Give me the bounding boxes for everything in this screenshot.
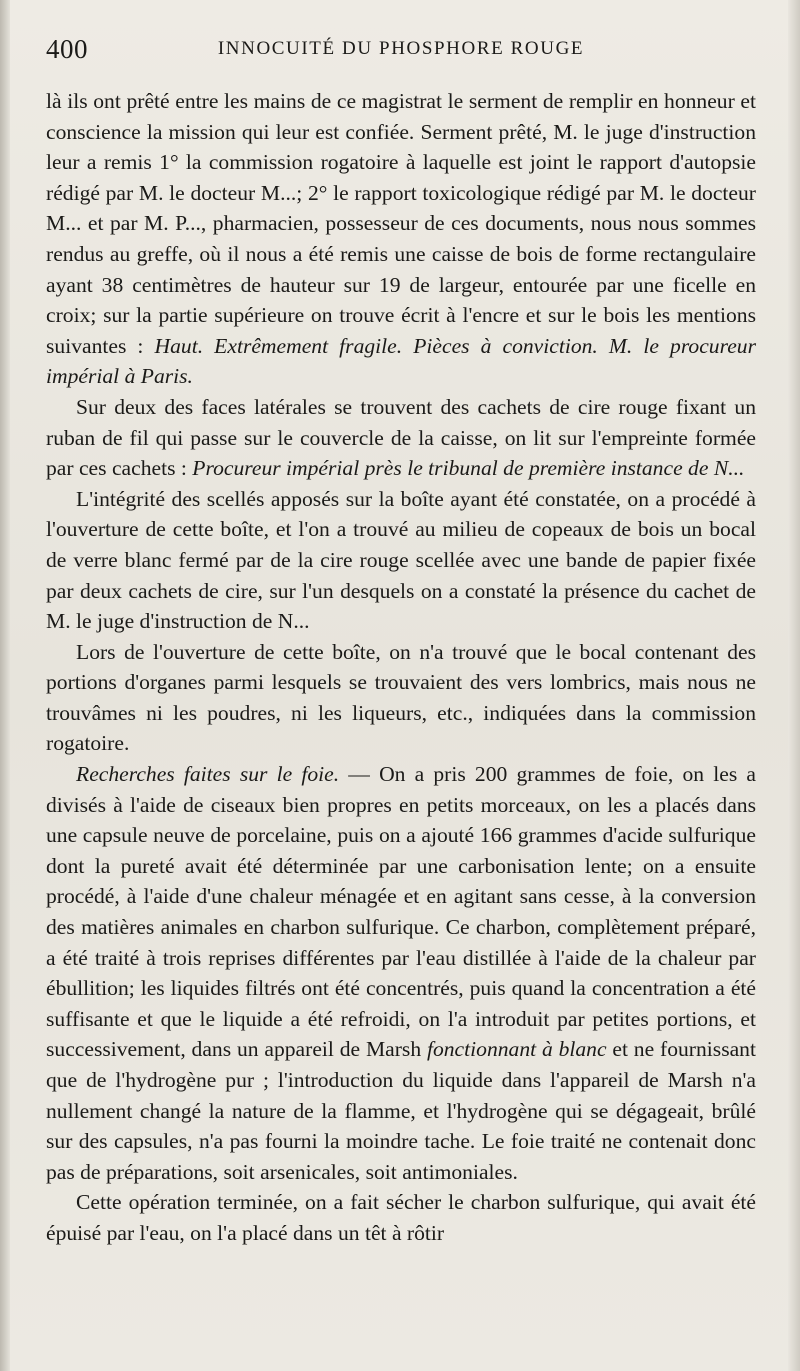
page-right-edge-shadow [788, 0, 800, 1371]
paragraph [46, 86, 756, 392]
italic-text-run: fonctionnant à blanc [426, 1037, 607, 1062]
page-header [46, 34, 756, 86]
running-title: INNOCUITÉ DU PHOSPHORE ROUGE [217, 38, 585, 59]
text-run: et ne fournissant que de l'hydrogène pur ; l'introduction du liquide dans l'appareil de Marsh n'a nullement changé la nature de la flamme, et l'hydrogène qui se dégageait, brûlé sur des capsules, n'a pas fourni la moindre tache. Le foie traité ne contenait donc pas de préparations, soit arsenicales, soit antimoniales. [46, 1037, 756, 1184]
text-run: Sur deux des faces latérales se trouvent des cachets de cire rouge fixant un ruban de fil qui passe sur le couvercle de la caisse, on lit sur l'empreinte formée par ces cachets : [46, 394, 756, 481]
paragraph [46, 392, 756, 484]
italic-text-run: Haut. Extrêmement fragile. Pièces à conviction. M. le procureur impérial à Paris. [46, 333, 756, 389]
paragraph [46, 484, 756, 637]
text-run: Cette opération terminée, on a fait sécher le charbon sulfurique, qui avait été épuisé par l'eau, on l'a placé dans un têt à rôtir [46, 1190, 756, 1245]
italic-text-run: Procureur impérial près le tribunal de première instance de N... [192, 456, 745, 481]
body-text [46, 86, 756, 1249]
text-run: — On a pris 200 grammes de foie, on les a divisés à l'aide de ciseaux bien propres en petits morceaux, on les a placés dans une capsule neuve de porcelaine, puis on a ajouté 166 grammes d'acide sulfurique dont la pureté avait été déterminée par une carbonisation lente; on a ensuite procédé, à l'aide d'une chaleur ménagée et en agitant sans cesse, à la conversion des matières animales en charbon sulfurique. Ce charbon, complètement préparé, a été traité à trois reprises différentes par l'eau distillée à l'aide de la chaleur par ébullition; les liquides filtrés ont été concentrés, puis quand la concentration a été suffisante et que le liquide a été refroidi, on l'a introduit par petites portions, et successivement, dans un appareil de Marsh [46, 762, 756, 1062]
text-run: Lors de l'ouverture de cette boîte, on n'a trouvé que le bocal contenant des portions d'organes parmi lesquels se trouvaient des vers lombrics, mais nous ne trouvâmes ni les poudres, ni les liqueurs, etc., indiquées dans la commission rogatoire. [46, 639, 756, 756]
page-number: 400 [46, 34, 88, 64]
page-left-edge-shadow [0, 0, 10, 1371]
italic-text-run: Recherches faites sur le foie. [76, 762, 340, 787]
paragraph [46, 637, 756, 759]
paragraph [46, 1187, 756, 1248]
text-run: là ils ont prêté entre les mains de ce magistrat le serment de remplir en honneur et conscience la mission qui leur est confiée. Serment prêté, M. le juge d'instruction leur a remis 1° la commission rogatoire à laquelle est joint le rapport d'autopsie rédigé par M. le docteur M...; 2° le rapport toxicologique rédigé par M. le docteur M... et par M. P..., pharmacien, possesseur de ces documents, nous nous sommes rendus au greffe, où il nous a été remis une caisse de bois de forme rectangulaire ayant 38 centimètres de hauteur sur 19 de largeur, entourée par une ficelle en croix; sur la partie supérieure on trouve écrit à l'encre et sur le bois les mentions suivantes : [46, 89, 756, 358]
text-run: L'intégrité des scellés apposés sur la boîte ayant été constatée, on a procédé à l'ouverture de cette boîte, et l'on a trouvé au milieu de copeaux de bois un bocal de verre blanc fermé par de la cire rouge scellée avec une bande de papier fixée par deux cachets de cire, sur l'un desquels on a constaté la présence du cachet de M. le juge d'instruction de N... [46, 486, 756, 634]
paragraph [46, 759, 756, 1187]
